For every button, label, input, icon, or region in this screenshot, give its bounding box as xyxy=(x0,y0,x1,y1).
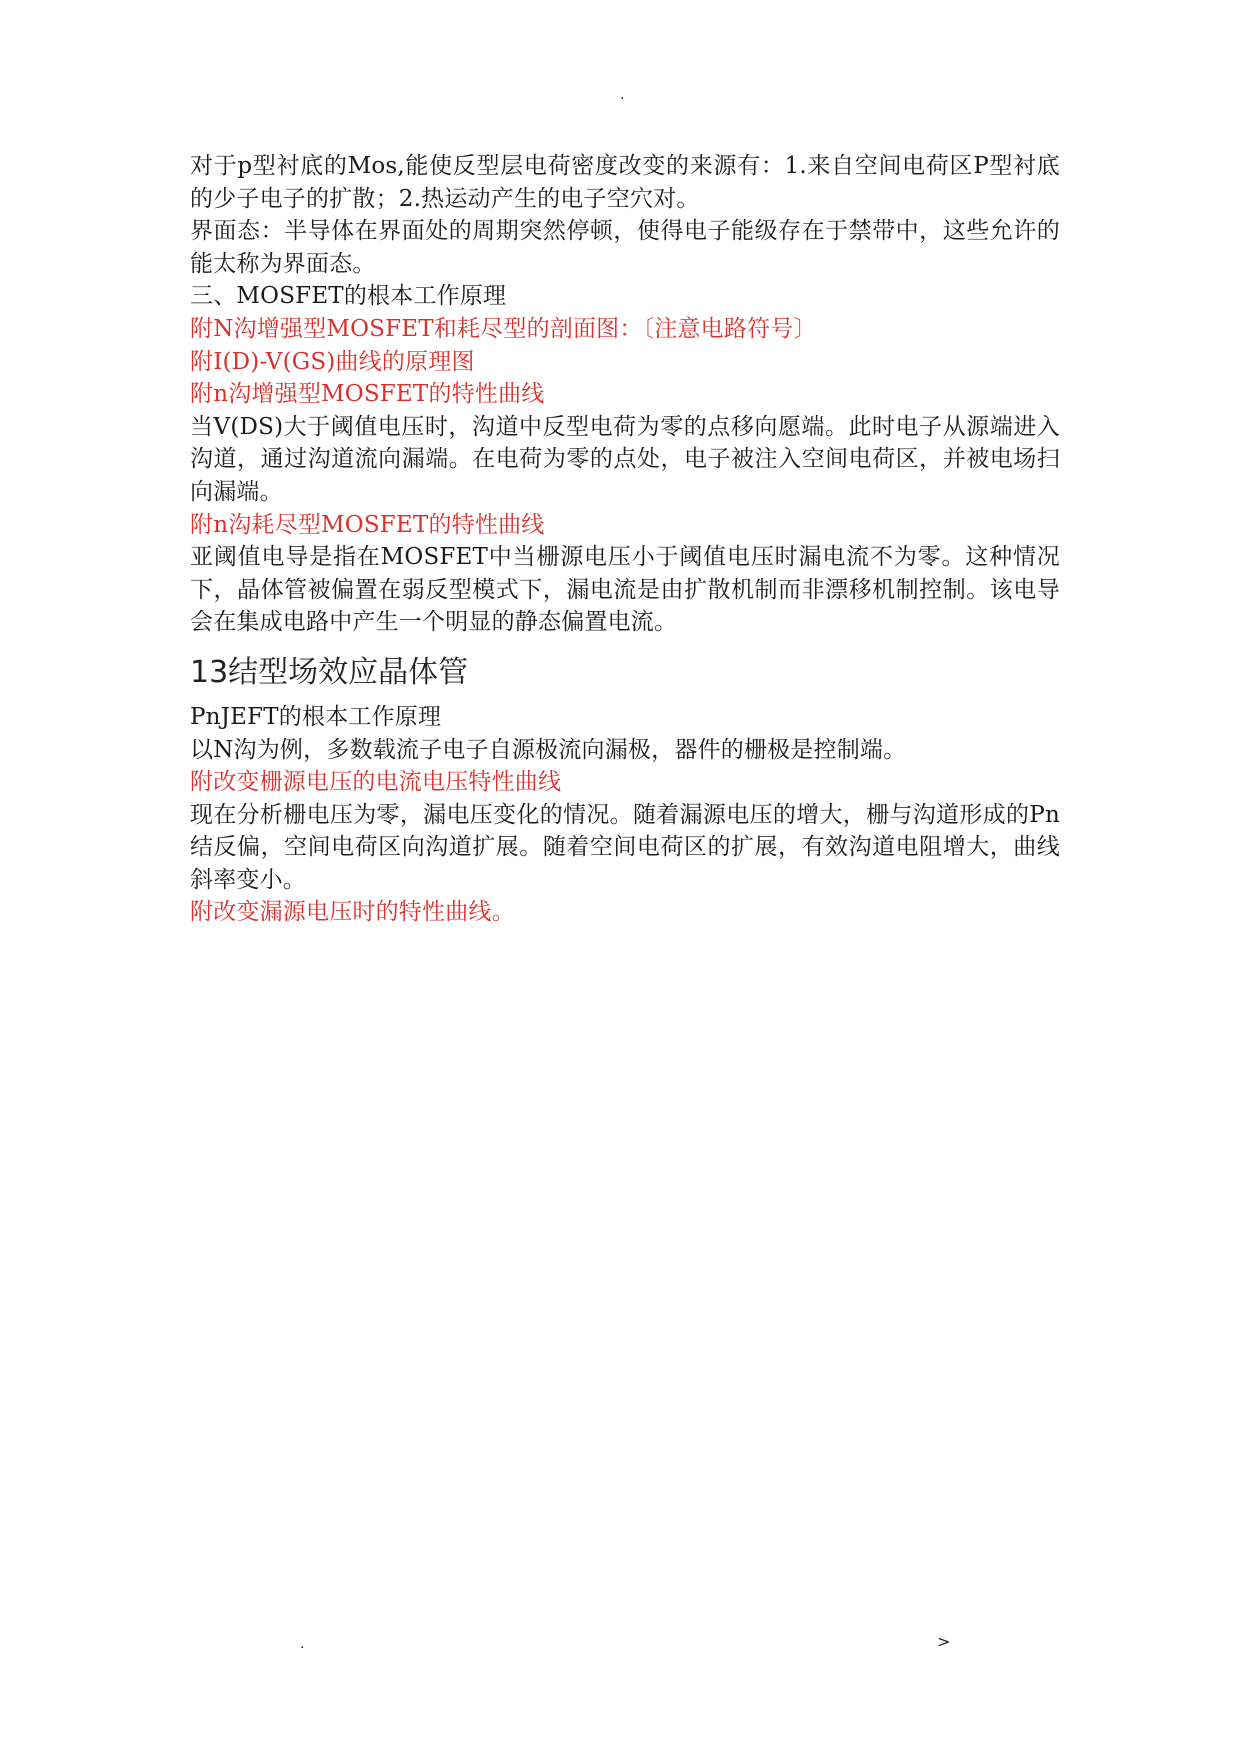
paragraph-vds-saturation: 当V(DS)大于阈值电压时，沟道中反型电荷为零的点移向愿端。此时电子从源端进入沟道，通过沟道流向漏端。在电荷为零的点处，电子被注入空间电荷区，并被电场扫向漏端。 xyxy=(190,413,1060,505)
footer-right-mark: > xyxy=(937,1632,951,1651)
paragraph-n-channel-example: 以N沟为例，多数载流子电子自源极流向漏极，器件的栅极是控制端。 xyxy=(190,736,907,763)
paragraph-interface-states: 界面态：半导体在界面处的周期突然停顿，使得电子能级存在于禁带中，这些允许的能太称为界面态。 xyxy=(190,218,1060,277)
paragraph-mos-charge-sources: 对于p型衬底的Mos,能使反型层电荷密度改变的来源有：1.来自空间电荷区P型衬底的少子电子的扩散；2.热运动产生的电子空穴对。 xyxy=(190,153,1060,212)
figure-note-drain-voltage-curve: 附改变漏源电压时的特性曲线。 xyxy=(190,899,515,926)
chapter-heading-jfet: 13结型场效应晶体管 xyxy=(190,654,469,690)
footer-left-mark: . xyxy=(300,1636,305,1652)
figure-note-cross-section: 附N沟增强型MOSFET和耗尽型的剖面图：〔注意电路符号〕 xyxy=(190,315,817,342)
figure-note-id-vgs: 附I(D)-V(GS)曲线的原理图 xyxy=(190,348,475,375)
paragraph-drain-voltage-analysis: 现在分析栅电压为零，漏电压变化的情况。随着漏源电压的增大，栅与沟道形成的Pn结反偏，空间电荷区向沟道扩展。随着空间电荷区的扩展，有效沟道电阻增大，曲线斜率变小。 xyxy=(190,801,1060,893)
document-body xyxy=(190,150,1060,929)
header-mark: . xyxy=(620,87,625,103)
paragraph-subthreshold: 亚阈值电导是指在MOSFET中当栅源电压小于阈值电压时漏电流不为零。这种情况下，晶体管被偏置在弱反型模式下，漏电流是由扩散机制而非漂移机制控制。该电导会在集成电路中产生一个明显的静态偏置电流。 xyxy=(190,544,1060,636)
section-title-mosfet-principle: 三、MOSFET的根本工作原理 xyxy=(190,283,507,310)
figure-note-gate-voltage-curve: 附改变栅源电压的电流电压特性曲线 xyxy=(190,769,562,796)
figure-note-enhancement-curve: 附n沟增强型MOSFET的特性曲线 xyxy=(190,381,545,408)
figure-note-depletion-curve: 附n沟耗尽型MOSFET的特性曲线 xyxy=(190,511,545,538)
section-title-jfet-principle: PnJEFT的根本工作原理 xyxy=(190,703,442,730)
